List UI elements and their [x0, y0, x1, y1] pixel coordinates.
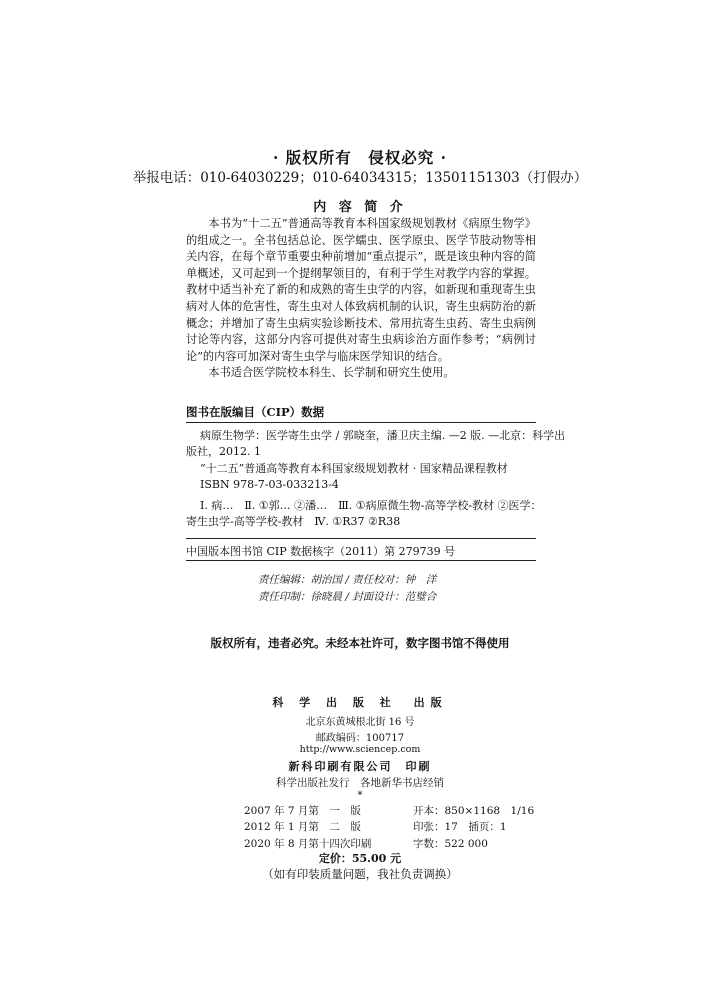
edition-line-3: 2020 年 8 月第十四次印刷 — [244, 838, 372, 850]
distribution-info: 科学出版社发行 各地新华书店经销 — [276, 777, 444, 789]
rights-statement: 版权所有，违者必究。未经本社许可，数字图书馆不得使用 — [210, 636, 510, 650]
postal-code: 邮政编码：100717 — [315, 733, 405, 744]
price: 定价：55.00 元 — [318, 852, 402, 865]
publisher-address: 北京东黄城根北街 16 号 — [305, 717, 415, 728]
summary-body — [186, 216, 536, 382]
publisher-name: 科 学 出 版 社 出版 — [272, 696, 448, 709]
cip-line-1: 病原生物学：医学寄生虫学 / 郭晓奎，潘卫庆主编. —2 版. —北京：科学出 — [200, 429, 566, 442]
copyright-notice: · 版权所有 侵权必究 · — [272, 148, 448, 167]
publisher-url: http://www.sciencep.com — [299, 744, 421, 755]
cip-record — [186, 428, 566, 530]
staff-editors: 责任编辑：胡治国 / 责任校对：钟 洋 — [258, 574, 437, 586]
cip-line-3: “十二五”普通高等教育本科国家级规划教材 · 国家精品课程教材 — [200, 461, 508, 475]
cip-top-rule — [186, 422, 536, 423]
cip-verification-note: 中国版本图书馆 CIP 数据核字（2011）第 279739 号 — [186, 545, 456, 558]
cip-line-4: ISBN 978-7-03-033213-4 — [200, 478, 339, 492]
printer-name: 新科印刷有限公司 印刷 — [288, 760, 432, 773]
cip-line-5: Ⅰ. 病… Ⅱ. ①郭… ②潘… Ⅲ. ①病原微生物-高等学校-教材 ②医学： — [200, 498, 542, 512]
cip-line-6: 寄生虫学-高等学校-教材 Ⅳ. ①R37 ②R38 — [186, 515, 401, 529]
staff-production: 责任印制：徐晓晨 / 封面设计：范璧合 — [258, 591, 437, 603]
separator-star: * — [357, 790, 363, 801]
cip-middle-rule — [186, 538, 536, 539]
summary-title: 内 容 简 介 — [313, 200, 407, 215]
summary-paragraph-1: 本书为“十二五”普通高等教育本科国家级规划教材《病原生物学》的组成之一。全书包括总论、医学蠕虫、医学原虫、医学节肢动物等相关内容，在每个章节重要虫种前增加“重点提示”，既是该虫种内容的简单概述，又可起到一个提纲挈领目的，有利于学生对教学内容的掌握。教材中适当补充了新的和成熟的寄生虫学的内容，如新现和重现寄生虫病对人体的危害性，寄生虫对人体致病机制的认识，寄生虫病防治的新概念；并增加了寄生虫病实验诊断技术、常用抗寄生虫药、寄生虫病例讨论等内容，这部分内容可提供对寄生虫病诊治方面作参考；“病例讨论”的内容可加深对寄生虫学与临床医学知识的结合。 — [186, 217, 536, 363]
summary-paragraph-2: 本书适合医学院校本科生、长学制和研究生使用。 — [208, 366, 455, 380]
edition-line-1: 2007 年 7 月第 一 版 — [244, 805, 361, 817]
edition-line-2: 2012 年 1 月第 二 版 — [244, 821, 361, 833]
cip-title: 图书在版编目（CIP）数据 — [186, 405, 325, 419]
cip-bottom-rule — [186, 560, 536, 561]
report-hotline: 举报电话：010-64030229；010-64034315；13501151303（打假办） — [132, 170, 588, 186]
sheets-info: 印张：17 插页：1 — [413, 821, 507, 833]
word-count: 字数：522 000 — [413, 838, 488, 850]
cip-line-2: 版社，2012. 1 — [186, 445, 261, 459]
format-info: 开本：850×1168 1/16 — [413, 805, 535, 817]
quality-note: （如有印装质量问题，我社负责调换） — [262, 867, 458, 881]
